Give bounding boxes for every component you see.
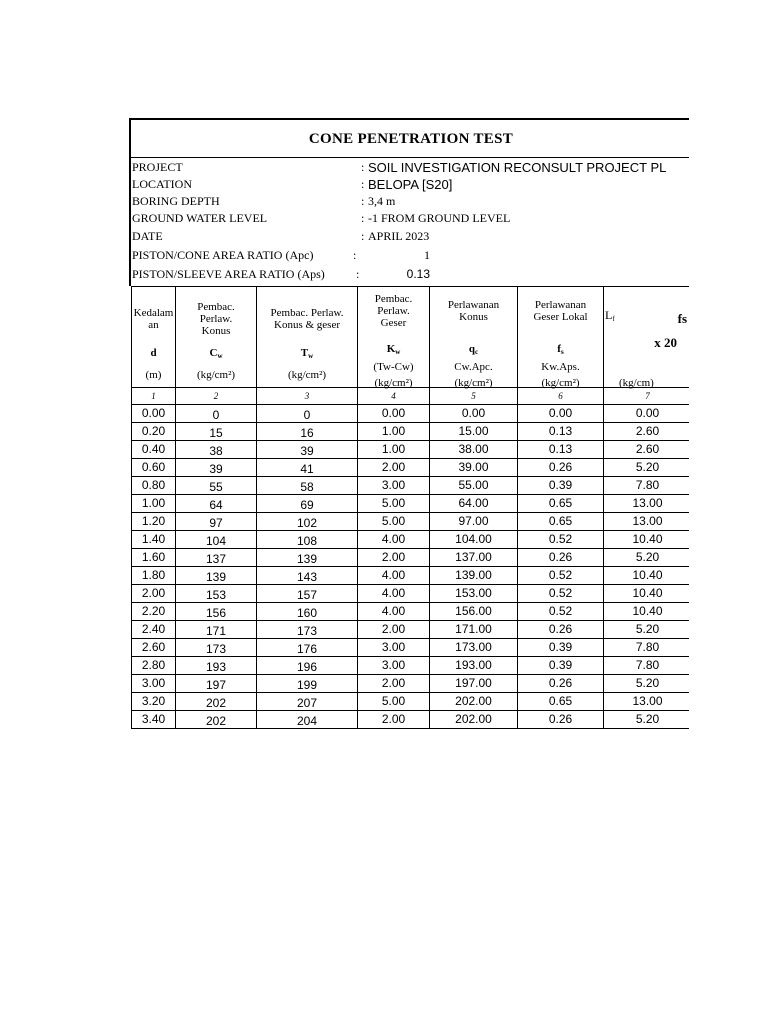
table-cell: 5.20 bbox=[604, 711, 690, 729]
table-cell: 202 bbox=[176, 693, 257, 711]
table-cell: 0.13 bbox=[518, 441, 604, 459]
header-tw: Pembac. Perlaw. Konus & geser $T_w$ (kg/cm²) bbox=[257, 287, 358, 388]
page-title: CONE PENETRATION TEST bbox=[308, 131, 514, 147]
table-row bbox=[132, 477, 690, 495]
table-cell: 13.00 bbox=[604, 693, 690, 711]
table-cell: 0.26 bbox=[518, 459, 604, 477]
table-cell: 2.60 bbox=[132, 639, 176, 657]
table-cell: 104 bbox=[176, 531, 257, 549]
table-cell: 199 bbox=[257, 675, 358, 693]
header-row bbox=[132, 287, 690, 388]
table-cell: 108 bbox=[257, 531, 358, 549]
table-cell: 7.80 bbox=[604, 477, 690, 495]
table-cell: 0.26 bbox=[518, 675, 604, 693]
table-cell: 41 bbox=[257, 459, 358, 477]
table-cell: 160 bbox=[257, 603, 358, 621]
table-cell: 4.00 bbox=[358, 585, 430, 603]
table-cell: 58 bbox=[257, 477, 358, 495]
table-cell: 5.00 bbox=[358, 513, 430, 531]
table-row bbox=[132, 513, 690, 531]
table-cell: 5.00 bbox=[358, 693, 430, 711]
table-cell: 3.20 bbox=[132, 693, 176, 711]
table-cell: 7.80 bbox=[604, 657, 690, 675]
table-cell: 2.00 bbox=[358, 459, 430, 477]
table-cell: 97.00 bbox=[430, 513, 518, 531]
table-cell: 2.00 bbox=[132, 585, 176, 603]
table-cell: 156.00 bbox=[430, 603, 518, 621]
table-cell: 5.20 bbox=[604, 675, 690, 693]
table-cell: 10.40 bbox=[604, 531, 690, 549]
table-cell: 4.00 bbox=[358, 567, 430, 585]
table-cell: 157 bbox=[257, 585, 358, 603]
table-cell: 2.60 bbox=[604, 441, 690, 459]
table-cell: 153 bbox=[176, 585, 257, 603]
table-cell: 173 bbox=[176, 639, 257, 657]
table-cell: 0.80 bbox=[132, 477, 176, 495]
table-cell: 207 bbox=[257, 693, 358, 711]
table-row bbox=[132, 441, 690, 459]
table-cell: 0.00 bbox=[358, 405, 430, 423]
table-cell: 15 bbox=[176, 423, 257, 441]
project-value: SOIL INVESTIGATION RECONSULT PROJECT PL bbox=[368, 160, 667, 175]
table-cell: 102 bbox=[257, 513, 358, 531]
info-piston-cone: PISTON/CONE AREA RATIO (Apc) : 1 bbox=[132, 248, 430, 262]
table-cell: 4.00 bbox=[358, 603, 430, 621]
table-cell: 2.20 bbox=[132, 603, 176, 621]
table-cell: 13.00 bbox=[604, 495, 690, 513]
table-cell: 2.40 bbox=[132, 621, 176, 639]
table-cell: 5.20 bbox=[604, 459, 690, 477]
table-cell: 197.00 bbox=[430, 675, 518, 693]
table-row bbox=[132, 603, 690, 621]
table-row bbox=[132, 693, 690, 711]
table-cell: 0.39 bbox=[518, 477, 604, 495]
header-lf: $L_f$ fs x 20 (kg/cm) bbox=[604, 287, 690, 388]
table-cell: 38.00 bbox=[430, 441, 518, 459]
table-cell: 1.00 bbox=[358, 441, 430, 459]
table-cell: 143 bbox=[257, 567, 358, 585]
table-cell: 171.00 bbox=[430, 621, 518, 639]
table-cell: 204 bbox=[257, 711, 358, 729]
table-cell: 0.26 bbox=[518, 711, 604, 729]
table-cell: 39 bbox=[176, 459, 257, 477]
table-cell: 0.65 bbox=[518, 693, 604, 711]
cpt-sheet bbox=[129, 118, 689, 741]
table-cell: 0.39 bbox=[518, 657, 604, 675]
table-cell: 0.52 bbox=[518, 585, 604, 603]
table-cell: 0.00 bbox=[132, 405, 176, 423]
table-cell: 0.52 bbox=[518, 603, 604, 621]
table-cell: 5.20 bbox=[604, 621, 690, 639]
table-cell: 10.40 bbox=[604, 603, 690, 621]
piston-cone-value: 1 bbox=[424, 248, 430, 262]
table-cell: 15.00 bbox=[430, 423, 518, 441]
piston-sleeve-value: 0.13 bbox=[406, 267, 430, 281]
project-info: PROJECT : SOIL INVESTIGATION RECONSULT PROJECT PL LOCATION : BELOPA [S20] BORING DEPTH : 3,4 m GROUND WATER LEVEL : -1 FROM GROUND LEVEL DATE : APRIL 2023 PISTON/CONE AREA RATIO (Apc) : 1 PISTON/SLEEVE AREA RATIO (Aps) : 0.13 bbox=[131, 158, 689, 286]
title-row bbox=[131, 120, 689, 158]
table-cell: 173 bbox=[257, 621, 358, 639]
table-cell: 5.00 bbox=[358, 495, 430, 513]
table-cell: 1.00 bbox=[358, 423, 430, 441]
table-cell: 64 bbox=[176, 495, 257, 513]
table-row bbox=[132, 549, 690, 567]
table-cell: 0.20 bbox=[132, 423, 176, 441]
table-row bbox=[132, 711, 690, 729]
header-fs: Perlawanan Geser Lokal $f_s$ Kw.Aps. (kg/cm²) bbox=[518, 287, 604, 388]
table-cell: 39 bbox=[257, 441, 358, 459]
table-cell: 156 bbox=[176, 603, 257, 621]
table-cell: 202.00 bbox=[430, 693, 518, 711]
data-body bbox=[132, 405, 690, 729]
table-cell: 3.00 bbox=[132, 675, 176, 693]
table-cell: 173.00 bbox=[430, 639, 518, 657]
table-cell: 13.00 bbox=[604, 513, 690, 531]
table-row bbox=[132, 639, 690, 657]
header-kw: Pembac. Perlaw. Geser $K_w$ (Tw-Cw) (kg/cm²) bbox=[358, 287, 430, 388]
table-cell: 3.00 bbox=[358, 639, 430, 657]
header-depth: Kedalaman d (m) bbox=[132, 287, 176, 388]
table-cell: 1.20 bbox=[132, 513, 176, 531]
location-value: BELOPA [S20] bbox=[368, 177, 453, 192]
table-cell: 69 bbox=[257, 495, 358, 513]
table-cell: 196 bbox=[257, 657, 358, 675]
table-cell: 193.00 bbox=[430, 657, 518, 675]
table-cell: 2.00 bbox=[358, 675, 430, 693]
table-cell: 0.00 bbox=[604, 405, 690, 423]
column-number-row: 1 2 3 4 5 6 7 bbox=[132, 388, 690, 405]
table-cell: 55.00 bbox=[430, 477, 518, 495]
table-cell: 16 bbox=[257, 423, 358, 441]
table-cell: 39.00 bbox=[430, 459, 518, 477]
table-row bbox=[132, 405, 690, 423]
table-cell: 0.65 bbox=[518, 495, 604, 513]
table-cell: 3.40 bbox=[132, 711, 176, 729]
table-cell: 10.40 bbox=[604, 567, 690, 585]
table-cell: 176 bbox=[257, 639, 358, 657]
table-row bbox=[132, 585, 690, 603]
date-value: APRIL 2023 bbox=[368, 229, 430, 243]
table-cell: 1.40 bbox=[132, 531, 176, 549]
table-cell: 0.52 bbox=[518, 567, 604, 585]
info-piston-sleeve: PISTON/SLEEVE AREA RATIO (Aps) : 0.13 bbox=[132, 267, 430, 281]
table-cell: 202.00 bbox=[430, 711, 518, 729]
table-cell: 4.00 bbox=[358, 531, 430, 549]
table-cell: 0 bbox=[257, 405, 358, 423]
table-cell: 0.26 bbox=[518, 549, 604, 567]
boring-depth-value: 3,4 m bbox=[368, 194, 396, 208]
table-cell: 55 bbox=[176, 477, 257, 495]
table-cell: 3.00 bbox=[358, 657, 430, 675]
table-cell: 104.00 bbox=[430, 531, 518, 549]
table-cell: 197 bbox=[176, 675, 257, 693]
table-cell: 38 bbox=[176, 441, 257, 459]
table-cell: 97 bbox=[176, 513, 257, 531]
table-row bbox=[132, 657, 690, 675]
table-cell: 3.00 bbox=[358, 477, 430, 495]
table-row bbox=[132, 531, 690, 549]
table-cell: 0 bbox=[176, 405, 257, 423]
table-cell: 153.00 bbox=[430, 585, 518, 603]
header-cw: Pembac. Perlaw. Konus $C_w$ (kg/cm²) bbox=[176, 287, 257, 388]
table-cell: 202 bbox=[176, 711, 257, 729]
table-cell: 0.60 bbox=[132, 459, 176, 477]
table-cell: 1.60 bbox=[132, 549, 176, 567]
table-row bbox=[132, 423, 690, 441]
table-cell: 1.80 bbox=[132, 567, 176, 585]
cpt-table bbox=[131, 286, 689, 729]
header-qc: Perlawanan Konus $q_c$ Cw.Apc. (kg/cm²) bbox=[430, 287, 518, 388]
table-cell: 139.00 bbox=[430, 567, 518, 585]
table-cell: 2.00 bbox=[358, 711, 430, 729]
table-row bbox=[132, 495, 690, 513]
table-cell: 10.40 bbox=[604, 585, 690, 603]
table-cell: 139 bbox=[257, 549, 358, 567]
table-cell: 2.00 bbox=[358, 621, 430, 639]
table-cell: 0.13 bbox=[518, 423, 604, 441]
table-cell: 2.00 bbox=[358, 549, 430, 567]
table-cell: 0.65 bbox=[518, 513, 604, 531]
table-row bbox=[132, 567, 690, 585]
table-cell: 139 bbox=[176, 567, 257, 585]
table-cell: 137 bbox=[176, 549, 257, 567]
table-cell: 0.40 bbox=[132, 441, 176, 459]
table-cell: 7.80 bbox=[604, 639, 690, 657]
table-row bbox=[132, 621, 690, 639]
table-row bbox=[132, 459, 690, 477]
table-cell: 0.52 bbox=[518, 531, 604, 549]
table-row bbox=[132, 675, 690, 693]
table-cell: 137.00 bbox=[430, 549, 518, 567]
table-cell: 171 bbox=[176, 621, 257, 639]
table-cell: 64.00 bbox=[430, 495, 518, 513]
table-cell: 2.80 bbox=[132, 657, 176, 675]
table-cell: 1.00 bbox=[132, 495, 176, 513]
ground-water-value: -1 FROM GROUND LEVEL bbox=[368, 211, 511, 225]
sheet-frame bbox=[129, 118, 689, 728]
table-cell: 0.26 bbox=[518, 621, 604, 639]
table-cell: 5.20 bbox=[604, 549, 690, 567]
table-cell: 0.39 bbox=[518, 639, 604, 657]
table-cell: 193 bbox=[176, 657, 257, 675]
table-cell: 0.00 bbox=[518, 405, 604, 423]
table-cell: 2.60 bbox=[604, 423, 690, 441]
table-cell: 0.00 bbox=[430, 405, 518, 423]
